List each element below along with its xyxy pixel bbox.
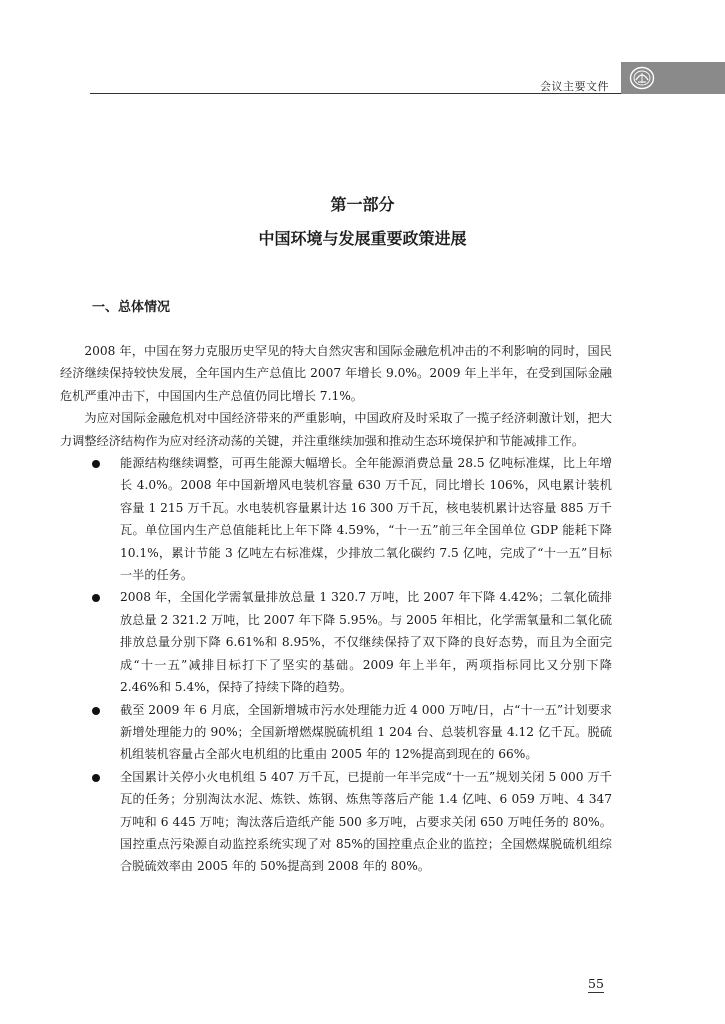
bullet-text: 能源结构继续调整，可再生能源大幅增长。全年能源消费总量 28.5 亿吨标准煤，比上年增长 4.0%。2008 年中国新增风电装机容量 630 万千瓦，同比增长 106%，风电累计装机容量 1 215 万千瓦。水电装机容量累计达 16 300 万千瓦，核电装机累计达容量 885 万千瓦。单位国内生产总值能耗比上年下降 4.59%，“十一五”前三年全国单位 GDP 能耗下降 10.1%，累计节能 3 亿吨左右标准煤，少排放二氧化碳约 7.5 亿吨，完成了“十一五”目标一半的任务。: [120, 456, 612, 583]
bullet-dot-icon: [92, 594, 100, 602]
header-label: 会议主要文件: [540, 80, 609, 93]
body-text: [60, 340, 612, 878]
bullet-text: 2008 年，全国化学需氧量排放总量 1 320.7 万吨，比 2007 年下降 4.42%；二氧化硫排放总量 2 321.2 万吨，比 2007 年下降 5.95%。与 2005 年相比，化学需氧量和二氧化硫排放总量分别下降 6.61%和 8.95%，不仅继续保持了双下降的良好态势，而且为全面完成“十一五”减排目标打下了坚实的基础。2009 年上半年，两项指标同比又分别下降 2.46%和 5.4%，保持了持续下降的趋势。: [120, 590, 612, 695]
running-header: [0, 62, 725, 98]
bullet-text: 全国累计关停小火电机组 5 407 万千瓦，已提前一年半完成“十一五”规划关闭 5 000 万千瓦的任务；分别淘汰水泥、炼铁、炼钢、炼焦等落后产能 1.4 亿吨、6 059 万吨、4 347 万吨和 6 445 万吨；淘汰落后造纸产能 500 多万吨，占要求关闭 650 万吨任务的 80%。国控重点污染源自动监控系统实现了对 85%的国控重点企业的监控；全国燃煤脱硫机组综合脱硫效率由 2005 年的 50%提高到 2008 年的 80%。: [120, 769, 612, 874]
part-title: 中国环境与发展重要政策进展: [258, 229, 467, 248]
bullet-dot-icon: [92, 460, 100, 468]
bullet-item: [60, 699, 612, 766]
part-label: 第一部分: [330, 195, 395, 214]
paragraph: 2008 年，中国在努力克服历史罕见的特大自然灾害和国际金融危机冲击的不利影响的同时，国民经济继续保持较快发展，全年国内生产总值比 2007 年增长 9.0%。2009 年上半年，在受到国际金融危机严重冲击下，中国国内生产总值仍同比增长 7.1%。: [60, 344, 612, 403]
paragraph: 为应对国际金融危机对中国经济带来的严重影响，中国政府及时采取了一揽子经济刺激计划，把大力调整经济结构作为应对经济动荡的关键，并注重继续加强和推动生态环境保护和节能减排工作。: [60, 411, 612, 448]
bullet-text: 截至 2009 年 6 月底，全国新增城市污水处理能力近 4 000 万吨/日，占“十一五”计划要求新增处理能力的 90%；全国新增燃煤脱硫机组 1 204 台、总装机容量 4.12 亿千瓦。脱硫机组装机容量占全部火电机组的比重由 2005 年的 12%提高到现在的 66%。: [120, 702, 612, 762]
bullet-dot-icon: [92, 707, 100, 715]
page-number: 55: [588, 976, 604, 991]
cciced-logo-icon: [629, 66, 655, 90]
section-heading: 一、总体情况: [92, 300, 171, 315]
bullet-dot-icon: [92, 774, 100, 782]
bullet-item: [60, 452, 612, 586]
bullet-item: [60, 586, 612, 698]
bullet-item: [60, 766, 612, 878]
header-logo-block: [621, 62, 725, 94]
